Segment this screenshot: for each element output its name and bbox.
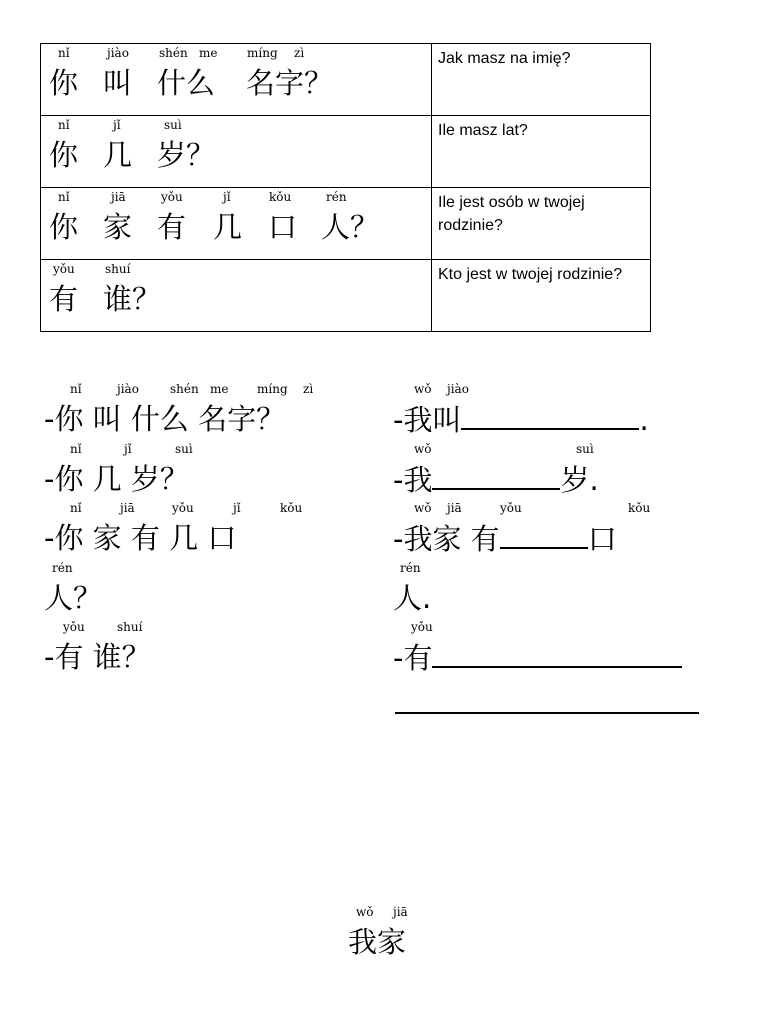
pinyin: me <box>210 382 229 396</box>
polish-translation: Ile masz lat? <box>438 122 528 139</box>
answer-suffix: 岁. <box>560 463 599 497</box>
answer-line <box>393 640 682 675</box>
answer-prefix: -我家 有 <box>393 522 500 556</box>
pinyin: shuí <box>105 262 131 276</box>
answer-blank[interactable] <box>432 462 560 490</box>
question-line: -你 几 岁？ <box>44 462 189 496</box>
pinyin: zì <box>294 46 305 60</box>
pinyin: suì <box>576 442 594 456</box>
footer-title: 我家 <box>348 925 407 959</box>
pinyin: nǐ <box>70 442 82 456</box>
hanzi: 名字？ <box>246 66 334 100</box>
hanzi: 口 <box>268 210 298 244</box>
table-row <box>41 116 651 188</box>
polish-cell <box>432 44 651 116</box>
pinyin: nǐ <box>70 382 82 396</box>
hanzi: 岁？ <box>157 138 216 172</box>
polish-translation: Jak masz na imię? <box>438 50 571 67</box>
answer-blank[interactable] <box>500 521 588 549</box>
vocabulary-table <box>40 43 651 332</box>
pinyin: suì <box>175 442 193 456</box>
question-line: -你 叫 什么 名字？ <box>44 402 286 436</box>
pinyin: wǒ <box>414 442 432 456</box>
table-row <box>41 44 651 116</box>
pinyin: shén <box>170 382 199 396</box>
pinyin: kǒu <box>280 501 303 515</box>
hanzi: 几 <box>213 210 243 244</box>
pinyin: kǒu <box>628 501 651 515</box>
pinyin: jǐ <box>223 190 231 204</box>
question-line: -你 家 有 几 口 <box>44 521 237 555</box>
hanzi: 什么 <box>157 66 216 100</box>
chinese-cell <box>41 188 432 260</box>
pinyin: wǒ <box>414 382 432 396</box>
hanzi: 有 <box>157 210 187 244</box>
pinyin: yǒu <box>161 190 183 204</box>
polish-cell <box>432 260 651 332</box>
answer-prefix: -我叫 <box>393 403 462 437</box>
answer-prefix: -我 <box>393 463 433 497</box>
pinyin: jiā <box>111 190 126 204</box>
pinyin: wǒ <box>356 905 374 919</box>
pinyin: shén <box>159 46 188 60</box>
hanzi: 家 <box>103 210 133 244</box>
pinyin: yǒu <box>63 620 85 634</box>
answer-suffix: 口 <box>587 522 617 556</box>
pinyin: nǐ <box>70 501 82 515</box>
pinyin: jiā <box>447 501 462 515</box>
answer-line <box>393 521 617 556</box>
hanzi: 叫 <box>103 66 133 100</box>
question-line: -有 谁？ <box>44 640 151 674</box>
hanzi: 你 <box>49 210 79 244</box>
pinyin: jiā <box>393 905 408 919</box>
polish-translation: Ile jest osób w twojej rodzinie? <box>438 194 585 234</box>
pinyin: zì <box>303 382 314 396</box>
answer-suffix: . <box>639 403 649 437</box>
pinyin: jǐ <box>233 501 241 515</box>
pinyin: jiào <box>107 46 129 60</box>
pinyin: jiào <box>117 382 139 396</box>
hanzi: 谁？ <box>103 282 162 316</box>
pinyin: míng <box>247 46 278 60</box>
answer-line <box>393 462 599 497</box>
table-row <box>41 260 651 332</box>
hanzi: 你 <box>49 138 79 172</box>
polish-translation: Kto jest w twojej rodzinie? <box>438 266 623 283</box>
polish-cell <box>432 188 651 260</box>
answer-blank-line[interactable] <box>395 712 699 714</box>
pinyin: nǐ <box>58 190 70 204</box>
hanzi: 几 <box>103 138 133 172</box>
hanzi: 人？ <box>321 210 380 244</box>
chinese-cell <box>41 260 432 332</box>
answer-prefix: -有 <box>393 641 433 675</box>
pinyin: jiào <box>447 382 469 396</box>
question-line: 人？ <box>44 581 103 615</box>
pinyin: jiā <box>120 501 135 515</box>
pinyin: jǐ <box>113 118 121 132</box>
answer-blank[interactable] <box>461 402 639 430</box>
answer-line: 人. <box>393 581 432 615</box>
pinyin: yǒu <box>53 262 75 276</box>
chinese-cell <box>41 116 432 188</box>
pinyin: wǒ <box>414 501 432 515</box>
pinyin: kǒu <box>269 190 292 204</box>
pinyin: nǐ <box>58 118 70 132</box>
pinyin: me <box>199 46 218 60</box>
table-row <box>41 188 651 260</box>
answer-line <box>393 402 649 437</box>
answer-blank[interactable] <box>432 640 682 668</box>
pinyin: nǐ <box>58 46 70 60</box>
hanzi: 有 <box>49 282 79 316</box>
pinyin: suì <box>164 118 182 132</box>
pinyin: rén <box>326 190 347 204</box>
pinyin: yǒu <box>500 501 522 515</box>
pinyin: yǒu <box>411 620 433 634</box>
chinese-cell <box>41 44 432 116</box>
pinyin: míng <box>257 382 288 396</box>
hanzi: 你 <box>49 66 79 100</box>
pinyin: shuí <box>117 620 143 634</box>
polish-cell <box>432 116 651 188</box>
pinyin: rén <box>400 561 421 575</box>
pinyin: yǒu <box>172 501 194 515</box>
pinyin: rén <box>52 561 73 575</box>
pinyin: jǐ <box>124 442 132 456</box>
